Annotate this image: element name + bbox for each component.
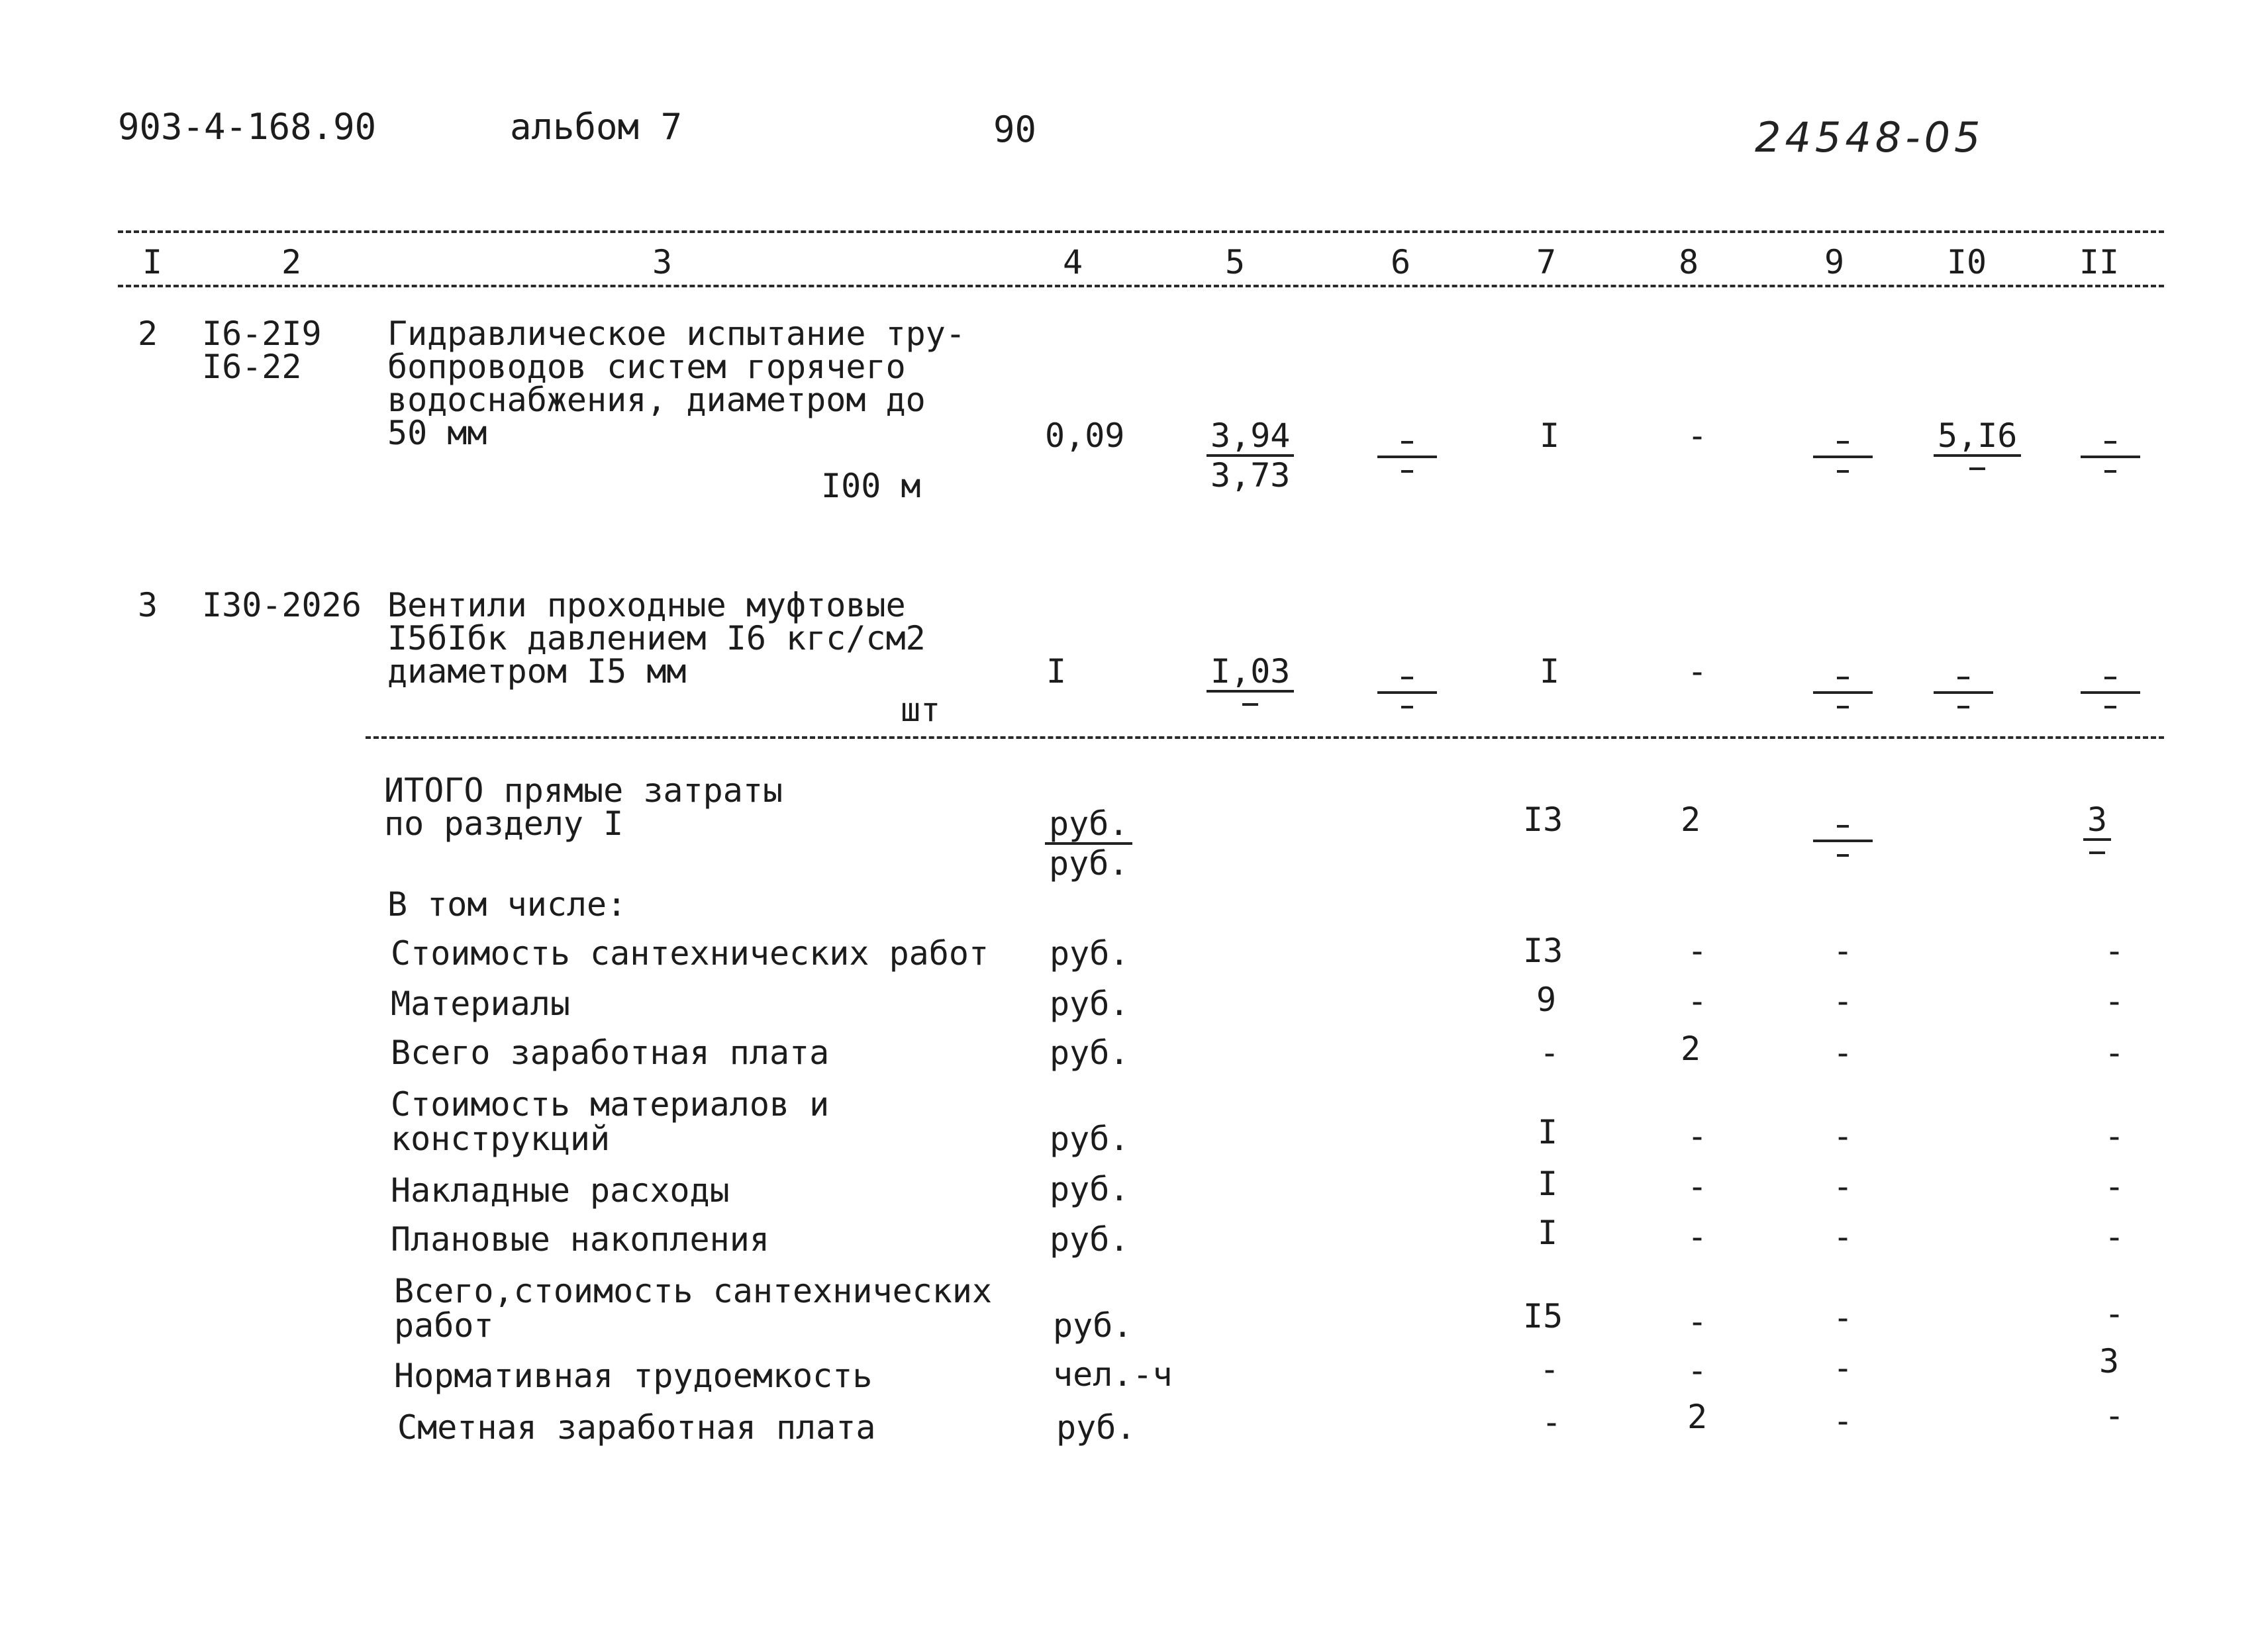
column-number: 8	[1678, 243, 1699, 281]
empty-fraction-dash	[1813, 440, 1873, 479]
breakdown-label: Плановые накопления	[391, 1220, 769, 1259]
breakdown-wages: -	[1687, 1351, 1708, 1390]
breakdown-unit: руб.	[1050, 1120, 1130, 1158]
work-description: Гидравлическое испытание тру-	[387, 314, 965, 353]
breakdown-col-9: -	[1833, 1402, 1853, 1440]
unit-cost-total: I,03	[1207, 654, 1294, 693]
breakdown-label: конструкций	[391, 1120, 611, 1158]
inventory-number: 24548-05	[1755, 113, 1985, 162]
breakdown-label: Стоимость сантехнических работ	[391, 934, 989, 973]
breakdown-wages: 2	[1681, 1030, 1701, 1068]
column-11-value: 3	[2083, 802, 2111, 841]
section-rule	[366, 736, 2164, 739]
total-unit-bottom: руб.	[1049, 844, 1129, 883]
breakdown-label: Накладные расходы	[391, 1171, 730, 1210]
breakdown-label: Стоимость материалов и	[391, 1085, 830, 1124]
breakdown-wages: -	[1687, 1302, 1708, 1341]
norm-code: I30-2026	[202, 586, 362, 624]
breakdown-total: I5	[1523, 1297, 1563, 1335]
measure-unit: I00 м	[821, 467, 921, 505]
breakdown-unit: руб.	[1050, 1034, 1130, 1072]
breakdown-col-11: -	[2104, 1167, 2125, 1206]
breakdown-col-9: -	[1833, 982, 1853, 1020]
total-cost: I	[1540, 652, 1560, 691]
breakdown-label: работ	[394, 1306, 494, 1345]
breakdown-col-11: -	[2104, 932, 2125, 970]
album-label: альбом 7	[510, 106, 683, 148]
total-label: по разделу I	[384, 804, 624, 843]
breakdown-col-9: -	[1833, 1167, 1853, 1206]
quantity: I	[1046, 652, 1067, 691]
unit-cost-fraction	[1207, 654, 1294, 706]
breakdown-wages: -	[1687, 932, 1708, 970]
empty-fraction-dash	[1813, 824, 1873, 863]
breakdown-wages: -	[1687, 1117, 1708, 1155]
table-header-rule	[118, 285, 2164, 287]
work-description: I5бIбк давлением I6 кгс/см2	[387, 619, 926, 657]
work-description: водоснабжения, диаметром до	[387, 381, 926, 419]
row-number: 2	[138, 314, 158, 353]
measure-unit: шт	[901, 691, 941, 729]
column-11-fraction	[2083, 802, 2111, 854]
total-cost: I	[1540, 416, 1560, 455]
column-number: 6	[1390, 243, 1411, 281]
breakdown-col-11: -	[2104, 1396, 2125, 1435]
breakdown-wages: -	[1687, 1218, 1708, 1256]
breakdown-col-9: -	[1833, 1218, 1853, 1256]
column-number: 7	[1536, 243, 1557, 281]
breakdown-total: I	[1538, 1165, 1558, 1203]
column-number: 3	[652, 243, 673, 281]
breakdown-total: -	[1542, 1403, 1562, 1441]
work-description: бопроводов систем горячего	[387, 348, 906, 386]
breakdown-col-11: -	[2104, 1294, 2125, 1333]
unit-cost-wages: 3,73	[1210, 456, 1291, 495]
total-unit-top: руб.	[1045, 806, 1132, 845]
column-number: 4	[1062, 243, 1083, 281]
unit-cost-fraction	[1207, 418, 1294, 493]
column-number: I	[142, 243, 163, 281]
column-number: II	[2079, 243, 2120, 281]
breakdown-total: I	[1538, 1214, 1558, 1252]
total-label: ИТОГО прямые затраты	[384, 771, 783, 810]
breakdown-total: -	[1540, 1034, 1560, 1072]
column-number: I0	[1946, 243, 1987, 281]
breakdown-col-9: -	[1833, 1349, 1853, 1387]
breakdown-unit: руб.	[1050, 1170, 1130, 1208]
norm-code: I6-2I9	[202, 314, 322, 353]
breakdown-col-9: -	[1833, 1298, 1853, 1337]
breakdown-wages: -	[1687, 1167, 1708, 1206]
document-code: 903-4-168.90	[118, 106, 377, 148]
breakdown-total: -	[1540, 1350, 1560, 1388]
breakdown-unit: руб.	[1050, 1220, 1130, 1259]
breakdown-col-11: -	[2104, 1034, 2125, 1072]
breakdown-col-11: 3	[2099, 1342, 2120, 1380]
breakdown-unit: руб.	[1050, 985, 1130, 1023]
column-number: 5	[1224, 243, 1246, 281]
breakdown-total: I	[1538, 1113, 1558, 1151]
breakdown-total: 9	[1536, 981, 1557, 1019]
breakdown-col-9: -	[1833, 932, 1853, 970]
breakdown-unit: руб.	[1056, 1408, 1136, 1447]
breakdown-label: Сметная заработная плата	[397, 1408, 876, 1447]
breakdown-col-11: -	[2104, 1117, 2125, 1155]
breakdown-wages: 2	[1687, 1398, 1708, 1436]
norm-code: I6-22	[202, 348, 302, 386]
table-top-rule	[118, 230, 2164, 233]
total-unit-fraction	[1045, 806, 1132, 881]
breakdown-label: Материалы	[391, 985, 570, 1023]
breakdown-col-11: -	[2104, 1218, 2125, 1256]
work-description: диаметром I5 мм	[387, 652, 687, 691]
row-number: 3	[138, 586, 158, 624]
quantity: 0,09	[1045, 416, 1125, 455]
column-10-value: 5,I6	[1934, 418, 2021, 457]
empty-fraction-dash	[2081, 675, 2140, 715]
breakdown-unit: руб.	[1053, 1306, 1133, 1345]
wages-cost: 2	[1681, 800, 1701, 839]
breakdown-col-9: -	[1833, 1117, 1853, 1155]
column-10-fraction	[1934, 418, 2021, 470]
empty-fraction-dash	[1813, 675, 1873, 715]
breakdown-col-9: -	[1833, 1034, 1853, 1072]
column-number: 9	[1824, 243, 1845, 281]
breakdown-unit: чел.-ч	[1053, 1355, 1173, 1394]
breakdown-wages: -	[1687, 982, 1708, 1020]
work-description: Вентили проходные муфтовые	[387, 586, 906, 624]
column-number: 2	[281, 243, 302, 281]
empty-fraction-dash	[1934, 675, 1993, 715]
wages-cost: -	[1687, 416, 1708, 455]
total-cost: I3	[1523, 800, 1563, 839]
empty-fraction-dash	[2081, 440, 2140, 479]
page-number: 90	[993, 109, 1037, 150]
breakdown-col-11: -	[2104, 982, 2125, 1020]
breakdown-unit: руб.	[1050, 934, 1130, 973]
breakdown-label: Нормативная трудоемкость	[394, 1357, 873, 1395]
empty-fraction-dash	[1377, 675, 1437, 715]
empty-fraction-dash	[1377, 440, 1437, 479]
unit-cost-total: 3,94	[1207, 418, 1294, 457]
breakdown-title: В том числе:	[387, 885, 627, 924]
breakdown-label: Всего,стоимость сантехнических	[394, 1272, 993, 1310]
wages-cost: -	[1687, 652, 1708, 691]
work-description: 50 мм	[387, 414, 487, 452]
breakdown-label: Всего заработная плата	[391, 1034, 830, 1072]
breakdown-total: I3	[1523, 932, 1563, 970]
